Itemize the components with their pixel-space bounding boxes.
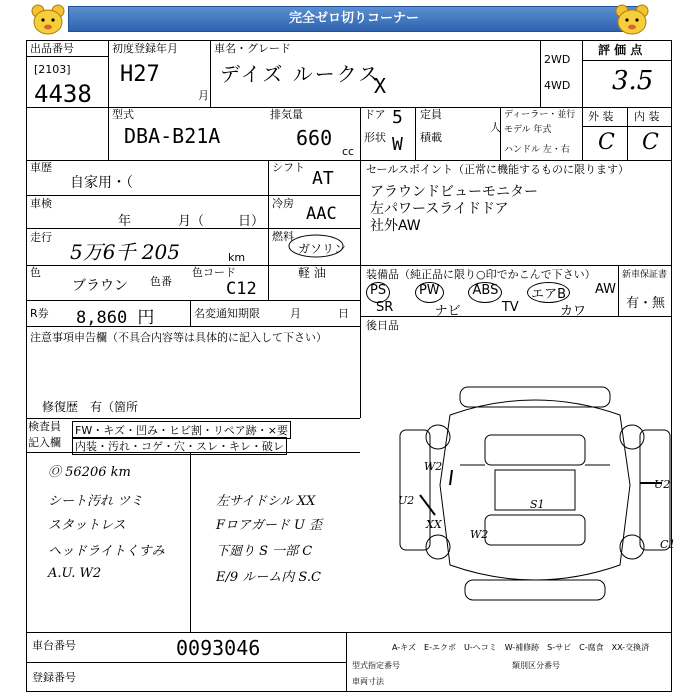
wd4: 4WD	[544, 79, 571, 92]
note-studless: スタットレス	[48, 518, 126, 533]
recycle-label: R券	[30, 307, 49, 320]
type-cert-label: 型式指定番号	[352, 661, 400, 670]
equip-pw: PW	[415, 282, 444, 303]
inspector-label: 検査員	[28, 420, 61, 433]
damage-u2-right: U2	[654, 478, 671, 491]
repair-history: 修復歴 有（箇所	[42, 400, 139, 414]
note-underbody: 下廻り S 一部 C	[216, 544, 313, 559]
sales-point-2: 左パワースライドドア	[370, 201, 509, 217]
page-title: 完全ゼロ切りコーナー	[288, 11, 419, 26]
lot-code: [2103]	[34, 63, 71, 76]
km-unit: km	[228, 251, 246, 264]
chassis-value: 0093046	[176, 636, 261, 660]
recycle-value: 8,860 円	[76, 308, 155, 328]
fuel-gas: ガソリン	[298, 242, 347, 256]
chassis-label: 車台番号	[32, 639, 76, 652]
note-room: E/9 ルーム内 S.C	[216, 570, 321, 585]
note-mileage: Ⓞ 56206 km	[48, 465, 131, 480]
fuel-diesel: 軽 油	[298, 266, 326, 280]
model-code: DBA-B21A	[124, 124, 221, 148]
name-grade-label: 車名・グレード	[214, 42, 291, 55]
equipment-row-2	[376, 300, 586, 319]
equip-ps: PS	[366, 282, 390, 303]
inspection-label: 車検	[30, 197, 52, 210]
color-code-label: 色コード	[192, 266, 236, 279]
handle-label: ハンドル 左・右	[504, 145, 570, 155]
insp-row-interior: 内装・汚れ・コゲ・穴・スレ・キレ・破レ	[72, 437, 287, 455]
history-label: 車歴	[30, 161, 52, 174]
record-label: 記入欄	[28, 436, 61, 449]
mascot-right-icon	[610, 2, 654, 40]
equip-tv: TV	[501, 300, 519, 315]
aircon-value: AAC	[306, 204, 337, 224]
load-label: 積載	[420, 131, 442, 144]
equip-aw: AW	[594, 282, 616, 297]
shape-label: 形状	[364, 131, 386, 144]
shape-value: W	[392, 134, 403, 155]
damage-w2-left: W2	[424, 460, 443, 473]
history-value: 自家用・（	[70, 175, 133, 191]
int-label: 内 装	[634, 110, 660, 123]
damage-xx: XX	[426, 518, 442, 531]
aircon-label: 冷房	[272, 197, 294, 210]
equip-airbag: エアB	[527, 282, 570, 303]
sales-point-1: アラウンドビューモニター	[370, 184, 538, 200]
front-plate-label: 車両寸法	[352, 677, 384, 686]
doors-label: ドア	[364, 108, 386, 121]
page-header	[68, 6, 640, 32]
person-unit: 人	[490, 121, 501, 134]
warranty-value: 有・無	[626, 296, 666, 311]
mascot-left-icon	[26, 2, 70, 40]
diagram-legend: A-キズ E-エクボ U-ヘコミ W-補修跡 S-サビ C-腐食 XX-交換済	[392, 643, 650, 652]
cc-value: 660	[296, 126, 333, 150]
name-change-label: 名変通知期限	[194, 307, 260, 320]
shift-label: シフト	[272, 161, 305, 174]
sales-point-3: 社外AW	[370, 218, 421, 234]
insp-year: 年	[118, 214, 132, 229]
first-reg-label: 初度登録年月	[112, 42, 178, 55]
ext-grade: C	[598, 130, 615, 155]
capacity-label: 定員	[420, 108, 442, 121]
rear-seat-label: 後日品	[366, 319, 399, 332]
note-au-w2: A.U. W2	[48, 566, 102, 581]
int-grade: C	[642, 130, 659, 155]
damage-s1: S1	[530, 498, 545, 511]
displacement-label: 排気量	[270, 108, 303, 121]
shift-value: AT	[312, 168, 334, 189]
note-front-guard: Fロアガード U 歪	[216, 518, 323, 533]
doors-value: 5	[392, 107, 403, 128]
model-label: 型式	[112, 108, 134, 121]
equip-navi: ナビ	[434, 304, 461, 319]
wd2: 2WD	[544, 53, 571, 66]
damage-u2-left: U2	[398, 494, 415, 507]
color-no-label: 色番	[150, 275, 172, 288]
lot-label: 出品番号	[30, 42, 74, 55]
color-code-value: C12	[226, 279, 257, 299]
insp-row-exterior: FW・キズ・凹み・ヒビ割・リペア跡・×要	[72, 421, 291, 439]
model-year-label: モデル 年式	[504, 125, 552, 135]
note-side-sill: 左サイドシル XX	[216, 494, 316, 509]
ext-label: 外 装	[588, 110, 614, 123]
cat-no-label: 類別区分番号	[512, 661, 560, 670]
era-year: H27	[120, 62, 160, 87]
equip-abs: ABS	[468, 282, 502, 303]
dealer-label: ディーラー・並行	[504, 110, 576, 120]
rating-score: 3.5	[612, 66, 654, 96]
notes-label: 注意事項申告欄（不具合内容等は具体的に記入して下さい）	[30, 331, 327, 344]
nc-month: 月	[290, 307, 301, 320]
cc-unit: cc	[342, 145, 355, 158]
damage-c1: C1	[660, 538, 676, 551]
car-name: デイズ ルークス	[220, 62, 381, 86]
grade: X	[374, 74, 387, 98]
note-headlight: ヘッドライトくすみ	[48, 544, 165, 559]
mileage-value: 5万6千 205	[70, 240, 180, 264]
color-value: ブラウン	[72, 278, 128, 294]
equip-leather: カワ	[559, 304, 586, 319]
fuel-circle-mark	[286, 232, 346, 260]
damage-w2-lower: W2	[470, 528, 489, 541]
equipment-label: 装備品（純正品に限り○印でかこんで下さい）	[366, 268, 596, 281]
equip-sr: SR	[376, 300, 394, 315]
lot-number: 4438	[34, 80, 92, 108]
insp-day: 日）	[238, 214, 265, 229]
sales-points-label: セールスポイント（正常に機能するものに限ります）	[366, 163, 630, 176]
nc-day: 日	[338, 307, 349, 320]
fuel-label: 燃料	[272, 230, 294, 243]
warranty-label: 新車保証書	[622, 270, 668, 280]
color-label: 色	[30, 266, 41, 279]
month-unit: 月	[198, 89, 209, 102]
reg-no-label: 登録番号	[32, 671, 76, 684]
note-seat-stain: シート汚れ ツミ	[48, 494, 144, 509]
insp-month: 月（	[178, 214, 205, 229]
rating-label: 評 価 点	[598, 43, 643, 57]
mileage-label: 走行	[30, 231, 52, 244]
